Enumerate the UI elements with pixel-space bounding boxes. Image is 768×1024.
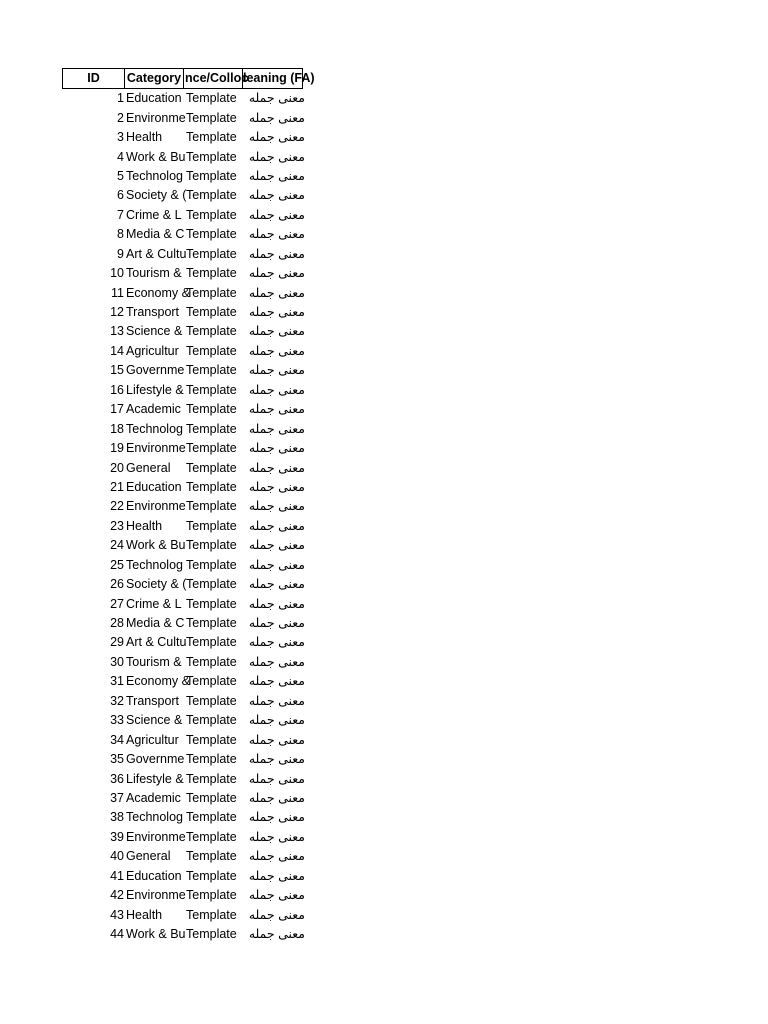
table-row [62,905,306,924]
id-cell[interactable]: 25 [110,557,124,572]
category-cell[interactable]: Work & Bu [126,538,186,553]
table-row [62,750,306,769]
meaning-cell[interactable]: معنی جمله [248,577,305,592]
sentence-cell[interactable]: Template [186,810,237,825]
category-cell[interactable]: Agricultur [126,343,179,358]
id-cell[interactable]: 18 [110,421,124,436]
sentence-cell[interactable]: Template [186,790,237,805]
category-cell[interactable]: Science & [126,324,183,339]
sentence-cell[interactable]: Template [186,149,237,164]
category-cell[interactable]: Art & Cultu [126,635,187,650]
category-cell[interactable]: Governme [126,752,185,767]
id-cell[interactable]: 17 [110,402,124,417]
category-cell[interactable]: Work & Bu [126,149,186,164]
id-cell[interactable]: 21 [110,479,124,494]
meaning-cell[interactable]: معنی جمله [248,713,305,728]
sentence-cell[interactable]: Template [186,382,237,397]
meaning-cell[interactable]: معنی جمله [248,810,305,825]
sentence-cell[interactable]: Template [186,421,237,436]
sentence-cell[interactable]: Template [186,693,237,708]
table-row [62,925,306,944]
meaning-cell[interactable]: معنی جمله [248,557,305,572]
id-cell[interactable]: 6 [117,188,124,203]
category-cell[interactable]: Lifestyle & [126,771,184,786]
category-cell[interactable]: Transport [126,693,180,708]
table-row [62,517,306,536]
meaning-cell[interactable]: معنی جمله [248,829,305,844]
table-row [62,89,306,108]
sentence-cell[interactable]: Template [186,499,237,514]
meaning-cell[interactable]: معنی جمله [248,538,305,553]
id-cell[interactable]: 26 [110,577,124,592]
id-cell[interactable]: 4 [117,149,124,164]
table-row [62,108,306,127]
sentence-cell[interactable]: Template [186,168,237,183]
meaning-cell[interactable]: معنی جمله [248,130,305,145]
sentence-cell[interactable]: Template [186,771,237,786]
meaning-cell[interactable]: معنی جمله [248,324,305,339]
meaning-cell[interactable]: معنی جمله [248,421,305,436]
category-cell[interactable]: Environme [126,441,186,456]
id-cell[interactable]: 36 [110,771,124,786]
category-cell[interactable]: Society & ( [126,577,187,592]
meaning-cell[interactable]: معنی جمله [248,149,305,164]
table-row [62,828,306,847]
table-row [62,614,306,633]
sentence-cell[interactable]: Template [186,732,237,747]
sentence-cell[interactable]: Template [186,557,237,572]
category-cell[interactable]: Academic [126,402,181,417]
category-cell[interactable]: Media & C [126,227,185,242]
table-row [62,206,306,225]
table-row [62,167,306,186]
meaning-cell[interactable]: معنی جمله [248,674,305,689]
meaning-cell[interactable]: معنی جمله [248,363,305,378]
table-row [62,264,306,283]
table-row [62,361,306,380]
meaning-cell[interactable]: معنی جمله [248,907,305,922]
category-cell[interactable]: Governme [126,363,185,378]
id-cell[interactable]: 5 [117,168,124,183]
table-row [62,303,306,322]
id-cell[interactable]: 43 [110,907,124,922]
meaning-cell[interactable]: معنی جمله [248,732,305,747]
category-cell[interactable]: Tourism & [126,654,182,669]
table-row [62,692,306,711]
sentence-cell[interactable]: Template [186,888,237,903]
id-cell[interactable]: 29 [110,635,124,650]
meaning-cell[interactable]: معنی جمله [248,460,305,475]
table-row [62,147,306,166]
id-cell[interactable]: 7 [117,207,124,222]
meaning-cell[interactable]: معنی جمله [248,441,305,456]
meaning-cell[interactable]: معنی جمله [248,91,305,106]
id-cell[interactable]: 9 [117,246,124,261]
table-row [62,419,306,438]
category-cell[interactable]: Education [126,91,182,106]
table-row [62,633,306,652]
meaning-cell[interactable]: معنی جمله [248,402,305,417]
category-cell[interactable]: Tourism & [126,266,182,281]
id-cell[interactable]: 1 [117,91,124,106]
meaning-cell[interactable]: معنی جمله [248,305,305,320]
id-cell[interactable]: 33 [110,713,124,728]
category-cell[interactable]: Agricultur [126,732,179,747]
id-cell[interactable]: 34 [110,732,124,747]
id-cell[interactable]: 20 [110,460,124,475]
sentence-cell[interactable]: Template [186,829,237,844]
sentence-cell[interactable]: Template [186,616,237,631]
meaning-cell[interactable]: معنی جمله [248,382,305,397]
meaning-cell[interactable]: معنی جمله [248,188,305,203]
meaning-cell[interactable]: معنی جمله [248,693,305,708]
category-cell[interactable]: Society & ( [126,188,187,203]
table-row [62,400,306,419]
category-cell[interactable]: Art & Cultu [126,246,187,261]
sentence-cell[interactable]: Template [186,324,237,339]
category-cell[interactable]: Work & Bu [126,927,186,942]
category-cell[interactable]: Science & [126,713,183,728]
table-row [62,381,306,400]
id-cell[interactable]: 12 [110,305,124,320]
sentence-cell[interactable]: Template [186,654,237,669]
sentence-cell[interactable]: Template [186,479,237,494]
id-cell[interactable]: 28 [110,616,124,631]
sentence-cell[interactable]: Template [186,246,237,261]
id-cell[interactable]: 24 [110,538,124,553]
id-cell[interactable]: 31 [110,674,124,689]
meaning-cell[interactable]: معنی جمله [248,168,305,183]
sentence-cell[interactable]: Template [186,577,237,592]
table-row [62,886,306,905]
id-cell[interactable]: 14 [110,343,124,358]
category-cell[interactable]: Lifestyle & [126,382,184,397]
sentence-cell[interactable]: Template [186,110,237,125]
table-row [62,342,306,361]
sentence-cell[interactable]: Template [186,635,237,650]
id-cell[interactable]: 3 [117,130,124,145]
table-row [62,672,306,691]
table-row [62,245,306,264]
table-row [62,594,306,613]
table-row [62,575,306,594]
id-cell[interactable]: 38 [110,810,124,825]
meaning-cell[interactable]: معنی جمله [248,518,305,533]
category-cell[interactable]: Transport [126,305,180,320]
meaning-cell[interactable]: معنی جمله [248,266,305,281]
meaning-cell[interactable]: معنی جمله [248,227,305,242]
sentence-cell[interactable]: Template [186,752,237,767]
meaning-cell[interactable]: معنی جمله [248,771,305,786]
table-row [62,808,306,827]
meaning-cell[interactable]: معنی جمله [248,246,305,261]
sentence-cell[interactable]: Template [186,596,237,611]
table-row [62,789,306,808]
id-cell[interactable]: 19 [110,441,124,456]
sentence-cell[interactable]: Template [186,868,237,883]
sentence-cell[interactable]: Template [186,538,237,553]
meaning-cell[interactable]: معنی جمله [248,868,305,883]
category-cell[interactable]: Technolog [126,168,183,183]
id-cell[interactable]: 13 [110,324,124,339]
table-row [62,711,306,730]
category-cell[interactable]: Crime & L [126,596,182,611]
id-cell[interactable]: 39 [110,829,124,844]
id-cell[interactable]: 16 [110,382,124,397]
sentence-cell[interactable]: Template [186,207,237,222]
table-row [62,186,306,205]
category-cell[interactable]: Media & C [126,616,185,631]
table-row [62,283,306,302]
category-cell[interactable]: Health [126,907,163,922]
sentence-cell[interactable]: Template [186,363,237,378]
sentence-cell[interactable]: Template [186,713,237,728]
category-cell[interactable]: Environme [126,110,186,125]
table-row [62,730,306,749]
sentence-cell[interactable]: Template [186,188,237,203]
table-row [62,536,306,555]
id-cell[interactable]: 27 [110,596,124,611]
meaning-cell[interactable]: معنی جمله [248,927,305,942]
table-row [62,128,306,147]
sentence-cell[interactable]: Template [186,460,237,475]
table-row [62,769,306,788]
table-row [62,653,306,672]
header-id[interactable]: ID [62,68,125,89]
meaning-cell[interactable]: معنی جمله [248,888,305,903]
table-row [62,322,306,341]
category-cell[interactable]: Environme [126,829,186,844]
sentence-cell[interactable]: Template [186,907,237,922]
sentence-cell[interactable]: Template [186,305,237,320]
sentence-cell[interactable]: Template [186,927,237,942]
id-cell[interactable]: 32 [110,693,124,708]
table-body [62,89,306,944]
category-cell[interactable]: Technolog [126,810,183,825]
sentence-cell[interactable]: Template [186,518,237,533]
header-meaning[interactable]: leaning (FA) [242,68,303,89]
id-cell[interactable]: 8 [117,227,124,242]
table-row [62,478,306,497]
category-cell[interactable]: Environme [126,499,186,514]
id-cell[interactable]: 44 [110,927,124,942]
category-cell[interactable]: Education [126,479,182,494]
meaning-cell[interactable]: معنی جمله [248,596,305,611]
sentence-cell[interactable]: Template [186,91,237,106]
table-row [62,867,306,886]
table-row [62,458,306,477]
id-cell[interactable]: 37 [110,790,124,805]
header-sentence[interactable]: nce/Colloc [183,68,243,89]
id-cell[interactable]: 11 [111,285,124,300]
meaning-cell[interactable]: معنی جمله [248,635,305,650]
category-cell[interactable]: General [126,460,171,475]
meaning-cell[interactable]: معنی جمله [248,479,305,494]
sentence-cell[interactable]: Template [186,130,237,145]
sentence-cell[interactable]: Template [186,674,237,689]
meaning-cell[interactable]: معنی جمله [248,110,305,125]
category-cell[interactable]: Academic [126,790,181,805]
id-cell[interactable]: 40 [110,849,124,864]
spreadsheet-table [62,68,315,944]
id-cell[interactable]: 35 [110,752,124,767]
sentence-cell[interactable]: Template [186,227,237,242]
sentence-cell[interactable]: Template [186,402,237,417]
meaning-cell[interactable]: معنی جمله [248,499,305,514]
id-cell[interactable]: 15 [110,363,124,378]
id-cell[interactable]: 2 [117,110,124,125]
category-cell[interactable]: General [126,849,171,864]
meaning-cell[interactable]: معنی جمله [248,285,305,300]
category-cell[interactable]: Environme [126,888,186,903]
meaning-cell[interactable]: معنی جمله [248,849,305,864]
meaning-cell[interactable]: معنی جمله [248,343,305,358]
category-cell[interactable]: Economy & [126,674,190,689]
category-cell[interactable]: Health [126,130,163,145]
sentence-cell[interactable]: Template [186,441,237,456]
id-cell[interactable]: 22 [110,499,124,514]
category-cell[interactable]: Economy & [126,285,190,300]
meaning-cell[interactable]: معنی جمله [248,207,305,222]
category-cell[interactable]: Health [126,518,163,533]
sentence-cell[interactable]: Template [186,266,237,281]
sentence-cell[interactable]: Template [186,343,237,358]
id-cell[interactable]: 10 [110,266,124,281]
table-row [62,439,306,458]
table-row [62,497,306,516]
table-row [62,847,306,866]
meaning-cell[interactable]: معنی جمله [248,790,305,805]
sentence-cell[interactable]: Template [186,849,237,864]
meaning-cell[interactable]: معنی جمله [248,616,305,631]
id-cell[interactable]: 30 [110,654,124,669]
category-cell[interactable]: Education [126,868,182,883]
sentence-cell[interactable]: Template [186,285,237,300]
header-category[interactable]: Category [124,68,184,89]
category-cell[interactable]: Technolog [126,421,183,436]
id-cell[interactable]: 42 [110,888,124,903]
table-row [62,556,306,575]
id-cell[interactable]: 41 [110,868,124,883]
meaning-cell[interactable]: معنی جمله [248,752,305,767]
header-row [62,68,315,89]
category-cell[interactable]: Crime & L [126,207,182,222]
id-cell[interactable]: 23 [110,518,124,533]
meaning-cell[interactable]: معنی جمله [248,654,305,669]
table-row [62,225,306,244]
category-cell[interactable]: Technolog [126,557,183,572]
